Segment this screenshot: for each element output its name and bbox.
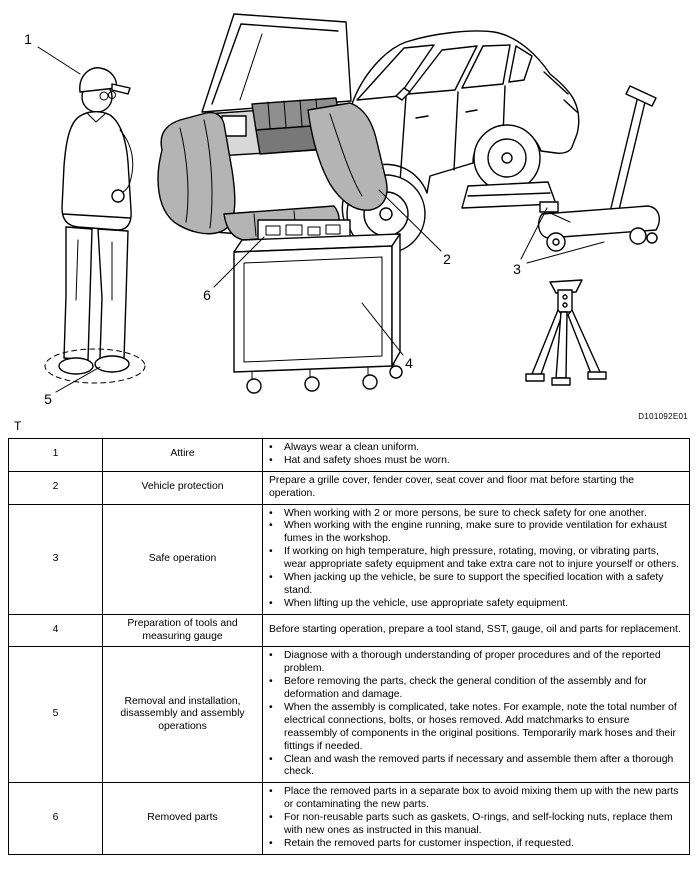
table-row <box>9 504 690 614</box>
bullet-text: Clean and wash the removed parts if necessary and assemble them after a thorough check. <box>284 753 674 778</box>
bullet-marker: • <box>269 650 273 662</box>
bullet-text: When working with 2 or more persons, be sure to check safety for one another. <box>284 507 647 519</box>
bullet-marker: • <box>269 520 273 532</box>
bullet-marker: • <box>269 454 273 466</box>
row-number: 5 <box>9 647 103 783</box>
row-title: Vehicle protection <box>103 471 263 504</box>
bullet-text: If working on high temperature, high pressure, rotating, moving, or vibrating parts, wear appropriate safety equipment and take extra care not to injure yourself or others. <box>284 546 680 571</box>
row-number: 2 <box>9 471 103 504</box>
bullet-text: Always wear a clean uniform. <box>284 442 420 453</box>
row-number: 3 <box>9 504 103 614</box>
bullet-marker: • <box>269 786 273 798</box>
bullet-text: Retain the removed parts for customer inspection, if requested. <box>284 837 574 849</box>
bullet-item <box>269 702 683 754</box>
bullet-item <box>269 520 683 546</box>
table-row <box>9 614 690 647</box>
description-text: Prepare a grille cover, fender cover, seat cover and floor mat before starting the operation. <box>269 474 635 499</box>
row-number: 6 <box>9 783 103 854</box>
bullet-item <box>269 838 683 851</box>
bullet-item <box>269 650 683 676</box>
row-description <box>263 471 690 504</box>
description-text: Before starting operation, prepare a tool stand, SST, gauge, oil and parts for replacement. <box>269 624 681 636</box>
bullet-item <box>269 676 683 702</box>
bullet-item <box>269 812 683 838</box>
fender-cover-left <box>158 113 235 234</box>
bullet-text: Place the removed parts in a separate box to avoid mixing them up with the new parts or contaminating the new parts. <box>284 786 679 811</box>
bullet-text: Before removing the parts, check the general condition of the assembly and for deformation and damage. <box>284 676 647 701</box>
row-description <box>263 439 690 472</box>
workshop-illustration <box>0 0 698 410</box>
open-hood <box>202 14 351 112</box>
bullet-item <box>269 508 683 521</box>
jack-stand <box>526 280 606 385</box>
row-title: Preparation of tools and measuring gauge <box>103 614 263 647</box>
callout-number-6: 6 <box>203 287 211 303</box>
safety-precaution-table <box>8 438 690 855</box>
rear-wheel <box>474 125 540 191</box>
bullet-marker: • <box>269 753 273 765</box>
bullet-marker: • <box>269 546 273 558</box>
row-title: Safe operation <box>103 504 263 614</box>
row-number: 4 <box>9 614 103 647</box>
bullet-item <box>269 572 683 598</box>
row-description <box>263 647 690 783</box>
bullet-marker: • <box>269 442 273 453</box>
callout-number-4: 4 <box>405 355 413 371</box>
row-title: Removal and installation, disassembly and assembly operations <box>103 647 263 783</box>
bullet-item <box>269 455 683 468</box>
bullet-text: Hat and safety shoes must be worn. <box>284 454 450 466</box>
row-title: Removed parts <box>103 783 263 854</box>
callout-number-5: 5 <box>44 391 52 407</box>
callout-number-1: 1 <box>24 31 32 47</box>
bullet-item <box>269 546 683 572</box>
bullet-item <box>269 786 683 812</box>
callout-number-2: 2 <box>443 251 451 267</box>
bullet-text: When the assembly is complicated, take notes. For example, note the total number of electrical connections, bolts, or hoses removed. Add matchmarks to ensure reassembly of components in the original positions. Temporarily mark hoses and their fittings if needed. <box>284 702 677 752</box>
bullet-marker: • <box>269 597 273 609</box>
table-row <box>9 439 690 472</box>
row-title: Attire <box>103 439 263 472</box>
bullet-marker: • <box>269 702 273 714</box>
bullet-item <box>269 598 683 611</box>
bullet-text: For non-reusable parts such as gaskets, O-rings, and self-locking nuts, replace them with new ones as instructed in this manual. <box>284 812 673 837</box>
row-number: 1 <box>9 439 103 472</box>
bullet-marker: • <box>269 676 273 688</box>
bullet-text: When jacking up the vehicle, be sure to support the specified location with a safety stand. <box>284 572 664 596</box>
table-row <box>9 647 690 783</box>
bullet-marker: • <box>269 572 273 584</box>
table-row <box>9 783 690 854</box>
bullet-text: When working with the engine running, make sure to provide ventilation for exhaust fumes in the workshop. <box>284 520 667 545</box>
bullet-item <box>269 754 683 780</box>
figure-area <box>0 0 698 410</box>
bullet-text: When lifting up the vehicle, use appropriate safety equipment. <box>284 597 569 609</box>
bullet-text: Diagnose with a thorough understanding of proper procedures and of the reported problem. <box>284 650 661 675</box>
callout-number-3: 3 <box>513 261 521 277</box>
bullet-marker: • <box>269 507 273 519</box>
table-row <box>9 471 690 504</box>
row-description <box>263 504 690 614</box>
row-description <box>263 614 690 647</box>
bullet-item <box>269 442 683 455</box>
bullet-marker: • <box>269 812 273 824</box>
figure-code: D101092E01 <box>638 412 688 421</box>
figure-label: T <box>14 419 22 433</box>
mechanic <box>45 68 145 383</box>
bullet-marker: • <box>269 837 273 849</box>
figure-footer <box>0 410 698 436</box>
row-description <box>263 783 690 854</box>
tool-cart <box>234 234 402 393</box>
